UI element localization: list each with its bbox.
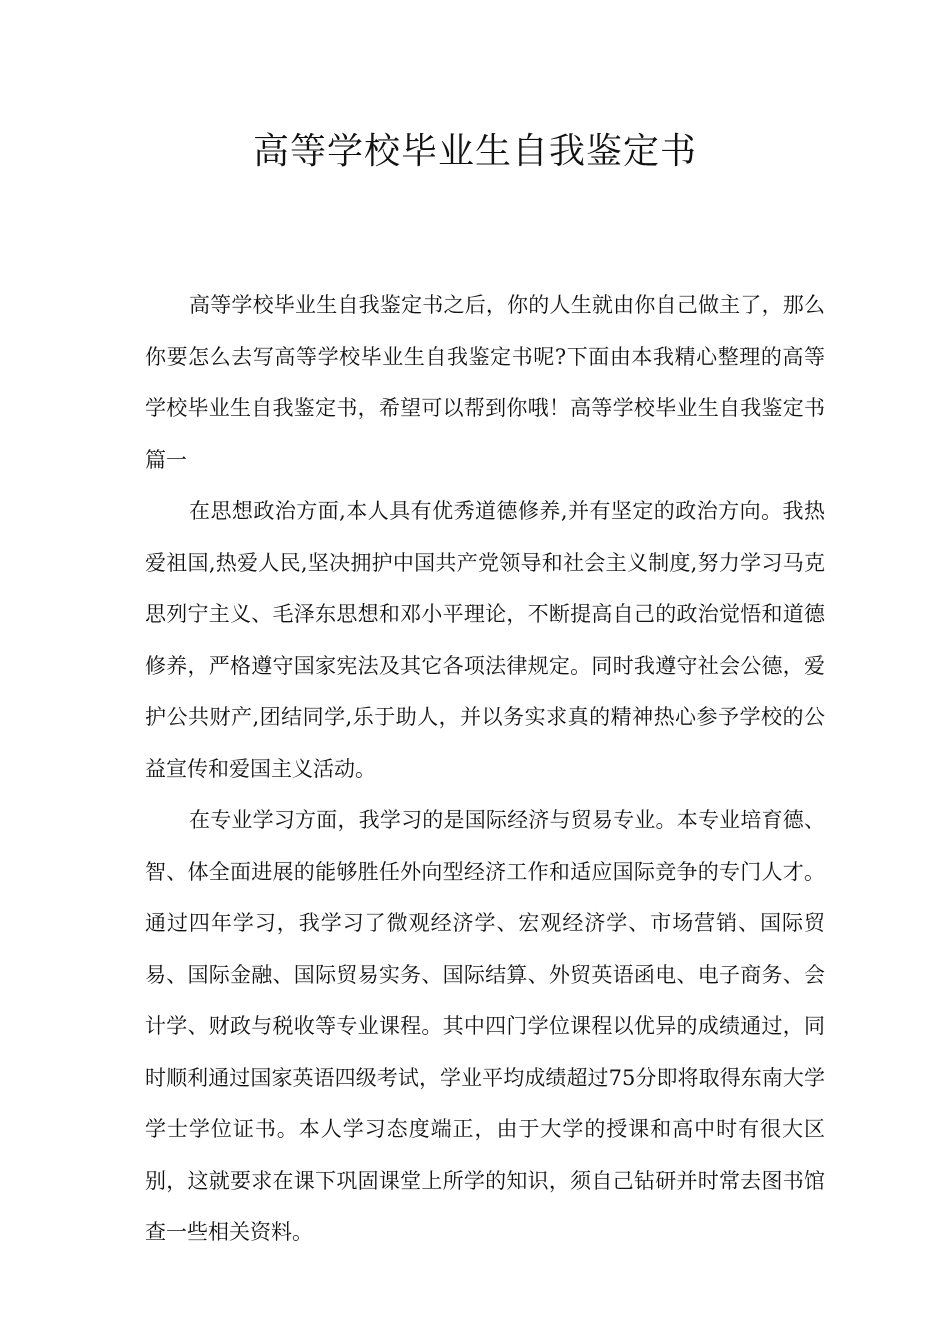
paragraph-political: 在思想政治方面,本人具有优秀道德修养,并有坚定的政治方向。我热爱祖国,热爱人民,坚决拥护中国共产党领导和社会主义制度,努力学习马克思列宁主义、毛泽东思想和邓小平理论，不断提高自己的政治觉悟和道德修养，严格遵守国家宪法及其它各项法律规定。同时我遵守社会公德，爱护公共财产,团结同学,乐于助人，并以务实求真的精神热心参予学校的公益宣传和爱国主义活动。 <box>145 499 825 781</box>
document-body <box>145 280 825 1259</box>
document-title: 高等学校毕业生自我鉴定书 <box>252 131 697 172</box>
paragraph-academic: 在专业学习方面，我学习的是国际经济与贸易专业。本专业培育德、智、体全面进展的能够胜任外向型经济工作和适应国际竞争的专门人才。通过四年学习，我学习了微观经济学、宏观经济学、市场营销、国际贸易、国际金融、国际贸易实务、国际结算、外贸英语函电、电子商务、会计学、财政与税收等专业课程。其中四门学位课程以优异的成绩通过，同时顺利通过国家英语四级考试，学业平均成绩超过75分即将取得东南大学学士学位证书。本人学习态度端正，由于大学的授课和高中时有很大区别，这就要求在课下巩固课堂上所学的知识，须自己钻研并时常去图书馆查一些相关资料。 <box>145 808 825 1244</box>
paragraph-intro: 高等学校毕业生自我鉴定书之后，你的人生就由你自己做主了，那么你要怎么去写高等学校毕业生自我鉴定书呢?下面由本我精心整理的高等学校毕业生自我鉴定书，希望可以帮到你哦！高等学校毕业生自我鉴定书篇一 <box>145 293 825 472</box>
